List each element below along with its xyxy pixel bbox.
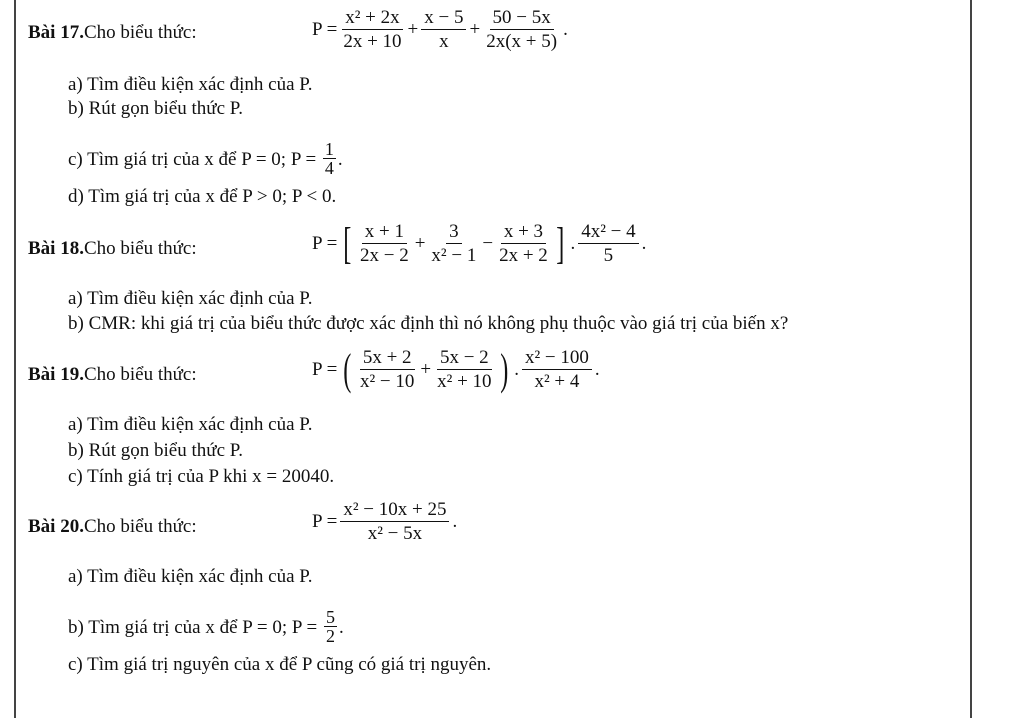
fraction: $\frac{\text{x² + 2x}}{2x + 10}$ xyxy=(343,7,402,52)
fraction: $\frac{x - 5}{x}$ xyxy=(421,8,466,52)
left-paren: ( xyxy=(343,345,352,394)
fraction: $\frac{5}{2}$ xyxy=(325,607,335,646)
formula-lhs: P = xyxy=(312,233,338,254)
b20-item-c: c) Tìm giá trị nguyên của x để P cũng có giá trị nguyên. xyxy=(68,654,492,675)
b20-item-a: a) Tìm điều kiện xác định của P. xyxy=(68,566,313,587)
b19-item-a: a) Tìm điều kiện xác định của P. xyxy=(68,414,313,435)
fraction: $\frac{50 - 5x}{2x(x + 5)}$ xyxy=(486,7,558,52)
fraction: $\frac{5x - 2}{\text{x² + 10}}$ xyxy=(437,347,492,392)
b20-item-b: b) Tìm giá trị của x để P = 0; P = $\frac{5}{2}$ . xyxy=(68,607,344,646)
b20-title xyxy=(28,516,197,538)
formula-lhs: P = xyxy=(312,359,338,380)
fraction: $\frac{\text{x² − 10x + 25}}{\text{x² − 5x}}$ xyxy=(340,500,449,544)
b17-formula: P = $\frac{\text{x² + 2x}}{2x + 10}$ + $\frac{x - 5}{x}$ + $\frac{50 - 5x}{2x(x + 5)}$ . xyxy=(312,7,568,52)
fraction: $\frac{\text{4x² − 4}}{5}$ xyxy=(578,222,638,266)
b17-item-c: c) Tìm giá trị của x để P = 0; P = $\frac{1}{4}$ . xyxy=(68,139,343,178)
b19-formula: P = ( $\frac{5x + 2}{\text{x² − 10}}$ + $\frac{5x - 2}{\text{x² + 10}}$ ) . $\frac{\text{x² − 100}}{\text{x² + 4}}$ . xyxy=(312,345,600,394)
formula-lhs: P = xyxy=(312,19,338,40)
b17-title-text: Cho biểu thức: xyxy=(83,22,197,43)
b19-title xyxy=(28,364,197,386)
right-bracket: ] xyxy=(556,219,565,268)
b17-label: Bài 17. xyxy=(28,22,84,43)
fraction: $\frac{5x + 2}{\text{x² − 10}}$ xyxy=(359,347,415,392)
left-bracket: [ xyxy=(343,219,352,268)
b20-formula: P = $\frac{\text{x² − 10x + 25}}{\text{x² − 5x}}$ . xyxy=(312,499,458,544)
fraction: $\frac{\text{x² − 100}}{\text{x² + 4}}$ xyxy=(522,348,592,392)
b19-title-text: Cho biểu thức: xyxy=(83,364,197,385)
b19-item-b: b) Rút gọn biểu thức P. xyxy=(68,440,243,461)
b18-formula: P = [ $\frac{x + 1}{2x - 2}$ + $\frac{3}{\text{x² − 1}}$ − $\frac{x + 3}{2x + 2}$ ] . $\frac{\text{4x² − 4}}{5}$ . xyxy=(312,219,647,268)
b20-label: Bài 20. xyxy=(28,516,84,537)
right-paren: ) xyxy=(499,345,508,394)
fraction: $\frac{3}{\text{x² − 1}}$ xyxy=(431,221,477,266)
b18-item-a: a) Tìm điều kiện xác định của P. xyxy=(68,288,313,309)
b17-item-a: a) Tìm điều kiện xác định của P. xyxy=(68,74,313,95)
b19-item-c: c) Tính giá trị của P khi x = 20040. xyxy=(68,466,335,487)
b18-item-b: b) CMR: khi giá trị của biểu thức được xác định thì nó không phụ thuộc vào giá trị của biến x? xyxy=(68,313,789,334)
b17-item-b: b) Rút gọn biểu thức P. xyxy=(68,98,243,119)
b19-label: Bài 19. xyxy=(28,364,84,385)
b18-title xyxy=(28,238,197,260)
fraction: $\frac{1}{4}$ xyxy=(324,139,334,178)
b17-title xyxy=(28,22,197,44)
fraction: $\frac{x + 3}{2x + 2}$ xyxy=(499,221,548,266)
fraction: $\frac{x + 1}{2x - 2}$ xyxy=(359,221,409,266)
formula-lhs: P = xyxy=(312,511,338,532)
b20-title-text: Cho biểu thức: xyxy=(83,516,197,537)
b18-title-text: Cho biểu thức: xyxy=(83,238,197,259)
b18-label: Bài 18. xyxy=(28,238,84,259)
b17-item-d: d) Tìm giá trị của x để P > 0; P < 0. xyxy=(68,186,337,207)
